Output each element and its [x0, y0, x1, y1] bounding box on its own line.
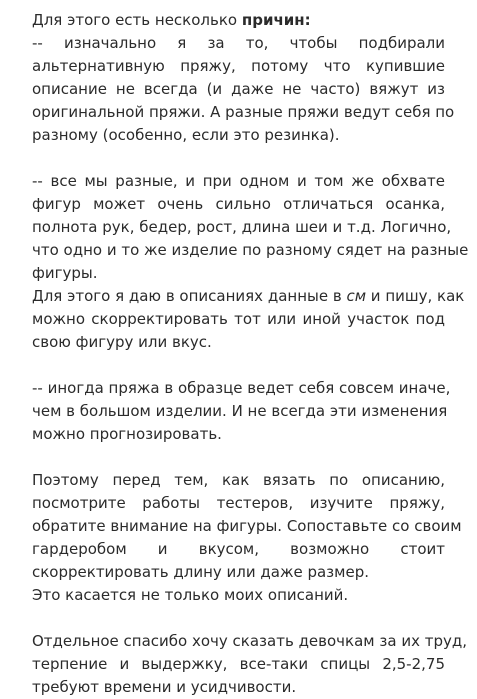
intro-text: Для этого есть несколько: [32, 11, 242, 29]
reason2-line-7: можно скорректировать тот или иной участок под: [32, 310, 445, 328]
reason2-line-4: что одно и то же изделие по разному сядет на разные: [32, 241, 469, 259]
reason2-note-pre: Для этого я даю в описаниях данные в: [32, 287, 347, 305]
reason1-line-2: альтернативную пряжу, потому что купившие: [32, 57, 445, 75]
paragraph-spacer: [32, 147, 445, 170]
advice-line-5: скорректировать длину или даже размер.: [32, 563, 369, 581]
reason1-line-5: разному (особенно, если это резинка).: [32, 126, 340, 144]
advice-line-2: посмотрите работы тестеров, изучите пряжу,: [32, 494, 445, 512]
thanks-line-3: требуют времени и усидчивости.: [32, 678, 297, 696]
advice-line-1: Поэтому перед тем, как вязать по описанию,: [32, 471, 445, 489]
paragraph-spacer: [32, 446, 445, 469]
document-text: [32, 9, 469, 699]
thanks-line-1: Отдельное спасибо хочу сказать девочкам за их труд,: [32, 632, 467, 650]
paragraph-spacer: [32, 354, 445, 377]
advice-line-3: обратите внимание на фигуры. Сопоставьте со своим: [32, 517, 462, 535]
reason1-line-4: оригинальной пряжи. А разные пряжи ведут себя по: [32, 103, 455, 121]
reason2-note-italic: см: [346, 287, 367, 305]
reason3-line-1: -- иногда пряжа в образце ведет себя совсем иначе,: [32, 379, 451, 397]
intro-line: [32, 9, 445, 32]
reason2-line-5: фигуры.: [32, 264, 98, 282]
paragraph-spacer: [32, 607, 445, 630]
reason3-line-3: можно прогнозировать.: [32, 425, 222, 443]
reason2-note-post: и пишу, как: [366, 287, 465, 305]
reason1-line-1: -- изначально я за то, чтобы подбирали: [32, 34, 445, 52]
reason1-line-3: описание не всегда (и даже не часто) вяжут из: [32, 80, 445, 98]
reason2-line-1: -- все мы разные, и при одном и том же обхвате: [32, 172, 445, 190]
reason2-line-3: полнота рук, бедер, рост, длина шеи и т.д. Логично,: [32, 218, 452, 236]
reason3-line-2: чем в большом изделии. И не всегда эти изменения: [32, 402, 448, 420]
advice-line-6: Это касается не только моих описаний.: [32, 586, 349, 604]
reason2-line-8: свою фигуру или вкус.: [32, 333, 212, 351]
thanks-line-2: терпение и выдержку, все-таки спицы 2,5-2,75: [32, 655, 445, 673]
intro-bold: причин:: [241, 11, 311, 29]
reason2-note-line: [32, 285, 465, 308]
reason2-line-2: фигур может очень сильно отличаться осанка,: [32, 195, 445, 213]
advice-line-4: гардеробом и вкусом, возможно стоит: [32, 540, 445, 558]
